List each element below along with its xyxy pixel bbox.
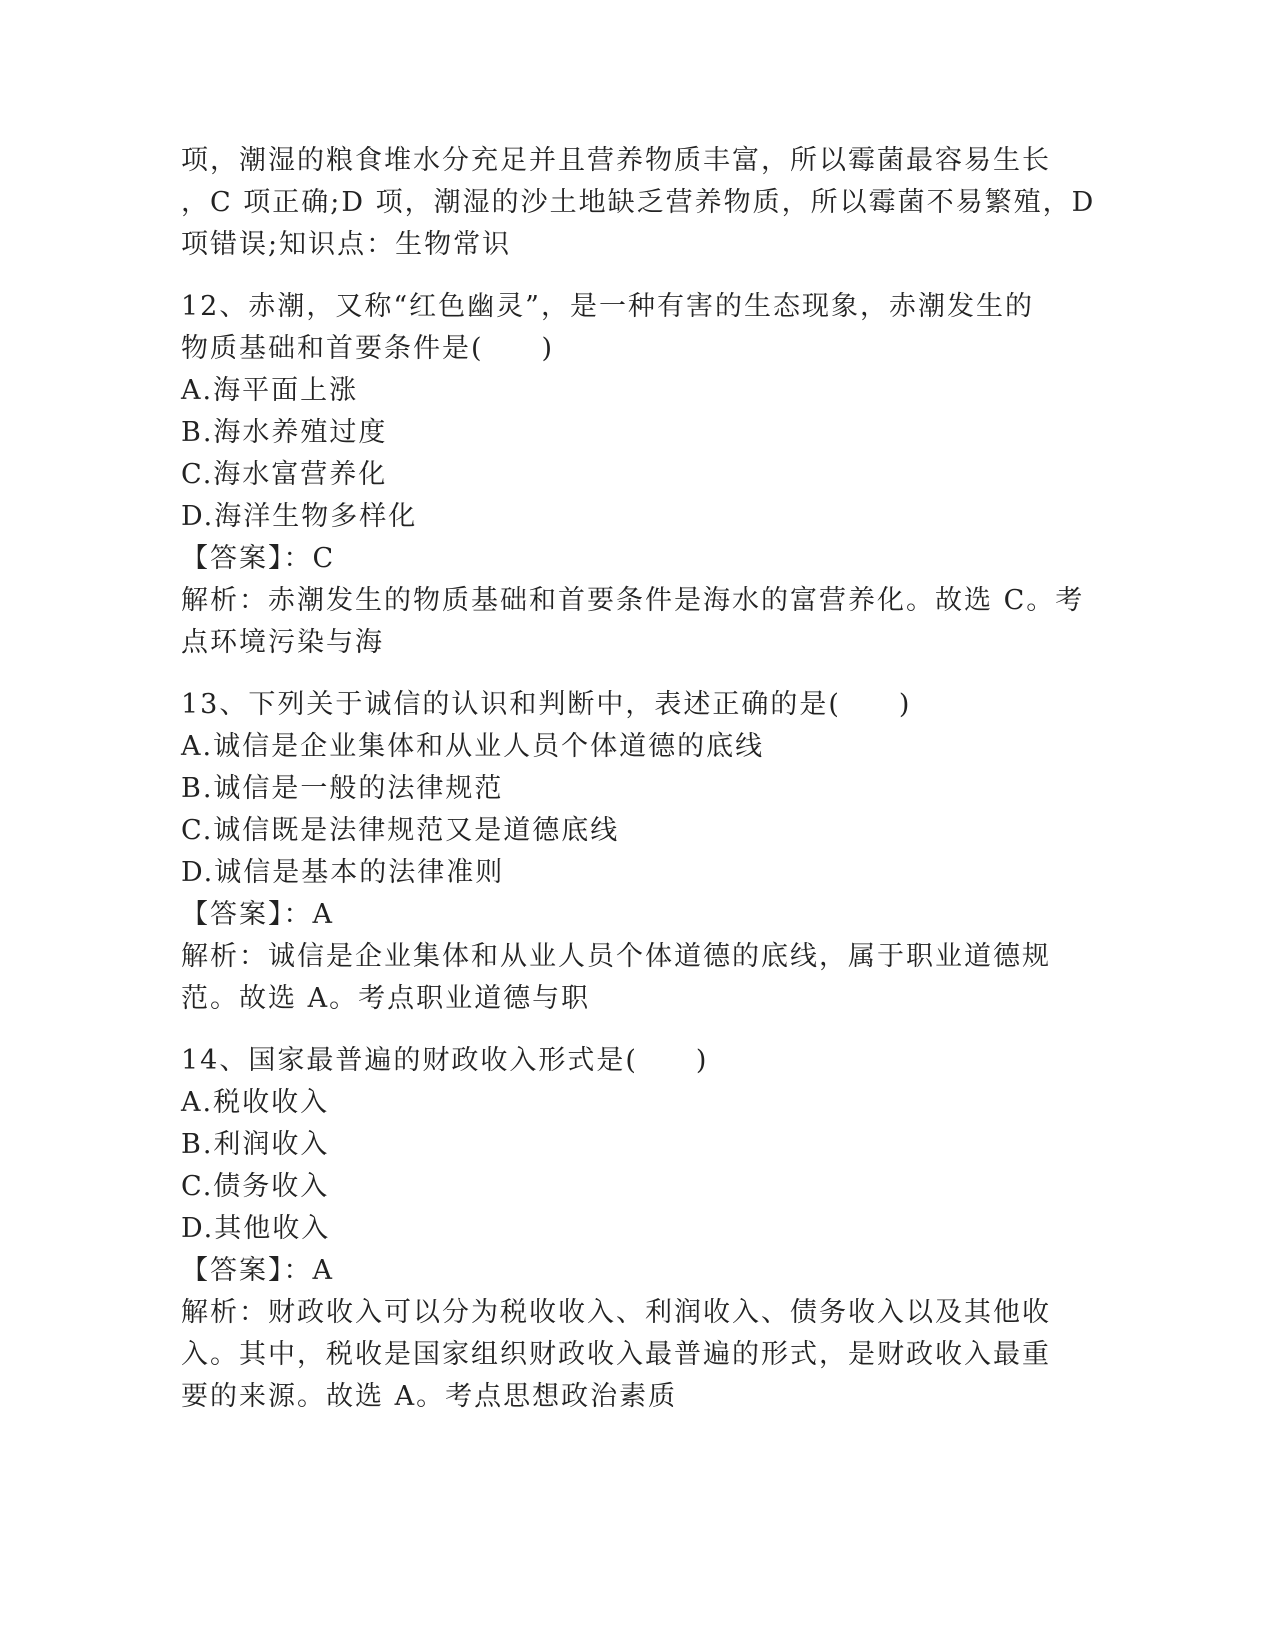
- document-page: [181, 140, 1096, 1438]
- text-line: 项错误;知识点：生物常识: [181, 229, 512, 260]
- question-12: [181, 286, 1085, 664]
- answer-line: 【答案】：A: [181, 1255, 334, 1286]
- option-b: B.诚信是一般的法律规范: [181, 773, 504, 804]
- option-c: C.诚信既是法律规范又是道德底线: [181, 815, 620, 846]
- text-line: 项，潮湿的粮食堆水分充足并且营养物质丰富，所以霉菌最容易生长: [181, 145, 1051, 176]
- question-14: [181, 1040, 1081, 1418]
- text-line: ，C 项正确;D 项，潮湿的沙土地缺乏营养物质，所以霉菌不易繁殖，D: [181, 187, 1096, 218]
- option-d: D.诚信是基本的法律准则: [181, 857, 505, 888]
- question-stem: 13、下列关于诚信的认识和判断中，表述正确的是( ): [181, 689, 912, 720]
- question-stem: 14、国家最普遍的财政收入形式是( ): [181, 1045, 709, 1076]
- option-b: B.海水养殖过度: [181, 417, 388, 448]
- option-c: C.债务收入: [181, 1171, 330, 1202]
- analysis-line: 解析：诚信是企业集体和从业人员个体道德的底线，属于职业道德规: [181, 941, 1051, 972]
- option-a: A.诚信是企业集体和从业人员个体道德的底线: [181, 731, 765, 762]
- answer-line: 【答案】：C: [181, 543, 336, 574]
- option-a: A.海平面上涨: [181, 375, 359, 406]
- question-stem: 12、赤潮，又称“红色幽灵”，是一种有害的生态现象，赤潮发生的: [181, 291, 1034, 322]
- option-a: A.税收收入: [181, 1087, 330, 1118]
- analysis-line: 入。其中，税收是国家组织财政收入最普遍的形式，是财政收入最重: [181, 1339, 1051, 1370]
- option-d: D.海洋生物多样化: [181, 501, 418, 532]
- answer-line: 【答案】：A: [181, 899, 334, 930]
- analysis-line: 解析：赤潮发生的物质基础和首要条件是海水的富营养化。故选 C。考: [181, 585, 1085, 616]
- analysis-line: 要的来源。故选 A。考点思想政治素质: [181, 1381, 678, 1412]
- analysis-line: 点环境污染与海: [181, 627, 384, 658]
- question-13: [181, 684, 1081, 1020]
- analysis-line: 范。故选 A。考点职业道德与职: [181, 983, 591, 1014]
- previous-analysis-continuation: [181, 140, 1096, 266]
- option-b: B.利润收入: [181, 1129, 330, 1160]
- analysis-line: 解析：财政收入可以分为税收收入、利润收入、债务收入以及其他收: [181, 1297, 1051, 1328]
- question-stem: 物质基础和首要条件是( ): [181, 333, 555, 364]
- option-d: D.其他收入: [181, 1213, 331, 1244]
- option-c: C.海水富营养化: [181, 459, 388, 490]
